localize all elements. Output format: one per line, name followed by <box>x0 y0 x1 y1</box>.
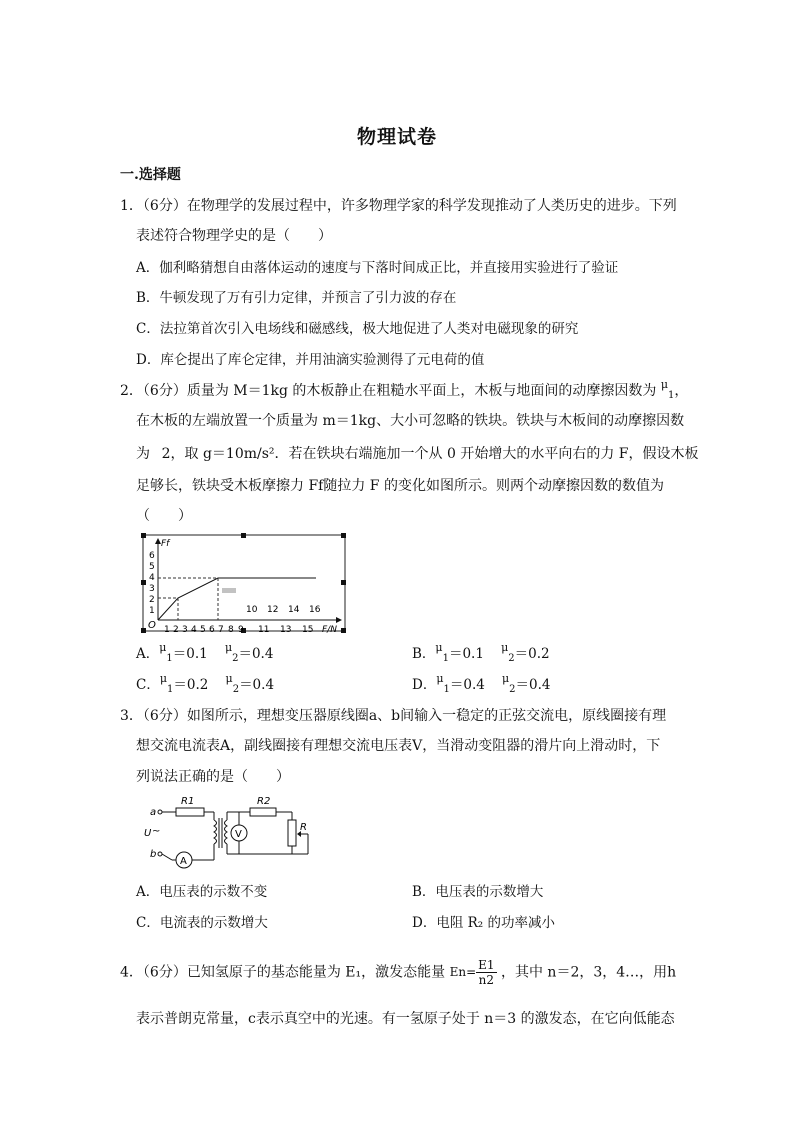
q1-option-a: A．伽利略猜想自由落体运动的速度与下落时间成正比，并直接用实验进行了验证 <box>136 260 619 276</box>
friction-graph-figure <box>140 532 352 636</box>
q2-option-c <box>136 672 275 697</box>
x-tick: 11 <box>258 625 270 635</box>
q2-option-d <box>412 672 551 697</box>
q1-stem-line2: 表述符合物理学史的是（ ） <box>136 228 332 244</box>
q1-option-b: B．牛顿发现了万有引力定律，并预言了引力波的存在 <box>136 290 457 306</box>
formula-lhs: En <box>449 965 467 979</box>
q3-option-c: C．电流表的示数增大 <box>136 915 268 931</box>
q2-stem-line1: 2．（6分）质量为 M＝1kg 的木板静止在粗糙水平面上，木板与地面间的动摩擦因数为 μ1， <box>120 378 689 401</box>
q1-option-c: C．法拉第首次引入电场线和磁感线，极大地促进了人类对电磁现象的研究 <box>136 321 579 337</box>
q4-stem-line1-tail: ，其中 n＝2，3，4…，用h <box>500 964 677 981</box>
u-label: U <box>144 828 152 839</box>
q3-option-b: B．电压表的示数增大 <box>412 884 544 900</box>
x-tick: 8 <box>228 625 234 635</box>
mu-glyph: μ <box>435 641 443 654</box>
mu-symbol <box>502 672 516 695</box>
figure-frame <box>143 535 345 631</box>
frame-handle <box>141 580 146 585</box>
frame-handle <box>341 628 346 633</box>
x-tick: 14 <box>288 605 300 615</box>
mu2-symbol <box>154 448 161 461</box>
q2-option-b <box>412 641 550 666</box>
x-tick: 10 <box>246 605 258 615</box>
q3-option-d: D．电阻 R₂ 的功率减小 <box>412 915 555 931</box>
x-tick: 2 <box>173 625 179 635</box>
y-tick: 2 <box>149 595 155 605</box>
mu-subscript: 1 <box>443 684 450 695</box>
x-tick: 5 <box>200 625 206 635</box>
mu-subscript: 1 <box>668 390 675 401</box>
mu-symbol <box>501 641 515 664</box>
mu-symbol <box>159 672 174 695</box>
q2-stem-line2: 在木板的左端放置一个质量为 m＝1kg、大小可忽略的铁块。铁块与木板间的动摩擦因数 <box>136 413 685 429</box>
resistor-r2 <box>250 808 276 816</box>
transformer-circuit-figure <box>140 792 320 872</box>
q2-stem-line5: （ ） <box>136 508 192 524</box>
origin-label: O <box>148 620 156 631</box>
x-axis-arrow <box>336 617 342 623</box>
mu-subscript: 1 <box>167 684 174 695</box>
mu-symbol <box>159 641 173 664</box>
q4-stem-line1 <box>120 958 676 987</box>
q4-stem-line2: 表示普朗克常量，c表示真空中的光速。有一氢原子处于 n＝3 的激发态，在它向低能态 <box>136 1011 675 1027</box>
mu-glyph: μ <box>660 378 669 391</box>
x-axis-label: F/N <box>322 625 337 635</box>
wire <box>162 854 172 860</box>
q1-option-d: D．库仑提出了库仑定律，并用油滴实验测得了元电荷的值 <box>136 352 485 368</box>
mu-subscript: 1 <box>166 653 173 664</box>
q3-stem-line3: 列说法正确的是（ ） <box>136 769 290 785</box>
mu-subscript: 2 <box>232 684 240 695</box>
y-tick: 3 <box>149 584 155 594</box>
x-tick: 3 <box>182 625 188 635</box>
frame-handle <box>141 533 146 538</box>
q4-stem-line1-text: 4．（6分）已知氢原子的基态能量为 E₁，激发态能量 <box>120 964 446 981</box>
fraction-numerator: E1 <box>478 958 495 972</box>
y-axis-label: Ff <box>161 539 170 549</box>
option-value: ＝0.4 <box>238 646 274 662</box>
option-value: ＝0.4 <box>239 677 275 693</box>
q3-option-a: A．电压表的示数不变 <box>136 884 268 900</box>
option-value: ＝0.1 <box>448 646 484 662</box>
scan-artifact <box>222 588 236 593</box>
q2-stem-line4: 足够长，铁块受木板摩擦力 Ff随拉力 F 的变化如图所示。则两个动摩擦因数的数值为 <box>136 478 664 494</box>
resistor-r1 <box>176 808 204 816</box>
option-letter: A． <box>136 646 160 662</box>
option-value: ＝0.4 <box>515 677 551 693</box>
q2-stem-line3-prefix: 为 <box>136 446 150 462</box>
x-tick: 4 <box>191 625 197 635</box>
rheostat-r <box>288 820 296 846</box>
option-letter: B． <box>412 646 436 662</box>
q3-stem-line2: 想交流电流表A，副线圈接有理想交流电压表V，当滑动变阻器的滑片向上滑动时，下 <box>136 738 661 754</box>
y-tick: 5 <box>149 562 155 572</box>
page-title: 物理试卷 <box>356 126 437 148</box>
r2-label: R2 <box>257 796 271 807</box>
terminal-a <box>158 810 162 814</box>
mu1-symbol <box>660 378 675 401</box>
r1-label: R1 <box>181 796 195 807</box>
ac-symbol: ~ <box>152 826 161 837</box>
terminal-b <box>158 852 162 856</box>
y-tick: 6 <box>149 551 155 561</box>
option-value: ＝0.2 <box>173 677 209 693</box>
y-tick: 1 <box>149 606 155 616</box>
frame-handle <box>241 533 246 538</box>
mu-glyph: μ <box>502 672 510 685</box>
q2-option-a <box>136 641 274 666</box>
mu-subscript: 2 <box>508 653 515 664</box>
r-label: R <box>300 822 307 833</box>
mu-glyph: μ <box>436 672 444 685</box>
x-tick: 6 <box>209 625 215 635</box>
mu-symbol <box>435 641 449 664</box>
option-letter: C． <box>136 677 160 693</box>
option-letter: D． <box>412 677 437 693</box>
y-tick: 4 <box>149 573 155 583</box>
section-heading: 一.选择题 <box>120 167 181 183</box>
voltmeter-label: V <box>235 829 242 840</box>
x-tick: 13 <box>280 625 292 635</box>
mu-symbol <box>225 672 240 695</box>
q2-stem-line3-text: 2，取 g＝10m/s²．若在铁块右端施加一个从 0 开始增大的水平向右的力 F，假设木板 <box>161 446 699 462</box>
a-label: a <box>150 807 157 818</box>
option-value: ＝0.4 <box>449 677 485 693</box>
ammeter-label: A <box>180 856 187 867</box>
primary-coil <box>214 820 217 844</box>
mu-subscript: 1 <box>442 653 449 664</box>
mu-glyph: μ <box>224 641 233 654</box>
q1-stem-line1: 1．（6分）在物理学的发展过程中，许多物理学家的科学发现推动了人类历史的进步。下列 <box>120 198 677 214</box>
x-tick: 9 <box>238 625 244 635</box>
x-tick: 1 <box>164 625 170 635</box>
mu-symbol <box>224 641 239 664</box>
q2-stem-line3 <box>136 444 699 465</box>
x-tick: 12 <box>267 605 279 615</box>
b-label: b <box>150 849 157 860</box>
energy-formula: En= $\frac{E1}{n2}$ <box>449 958 495 987</box>
q2-stem-line1-text: 2．（6分）质量为 M＝1kg 的木板静止在粗糙水平面上，木板与地面间的动摩擦因数为 <box>120 383 657 399</box>
option-value: ＝0.1 <box>172 646 208 662</box>
mu-subscript: 2 <box>509 684 516 695</box>
q3-stem-line1: 3．（6分）如图所示，理想变压器原线圈a、b间输入一稳定的正弦交流电，原线圈接有理 <box>120 708 667 724</box>
x-tick: 15 <box>302 625 314 635</box>
mu-glyph: μ <box>159 672 167 685</box>
x-tick: 7 <box>218 625 224 635</box>
mu-glyph: μ <box>159 641 167 654</box>
frame-handle <box>141 628 146 633</box>
frame-handle <box>341 580 346 585</box>
fraction <box>476 958 496 987</box>
x-tick: 16 <box>309 605 321 615</box>
fraction-denominator: n2 <box>478 973 495 987</box>
secondary-coil <box>225 820 228 844</box>
frame-handle <box>341 533 346 538</box>
mu-symbol <box>436 672 450 695</box>
mu-subscript: 2 <box>232 653 239 664</box>
mu-glyph: μ <box>501 641 509 654</box>
option-value: ＝0.2 <box>514 646 550 662</box>
mu-glyph: μ <box>225 672 233 685</box>
